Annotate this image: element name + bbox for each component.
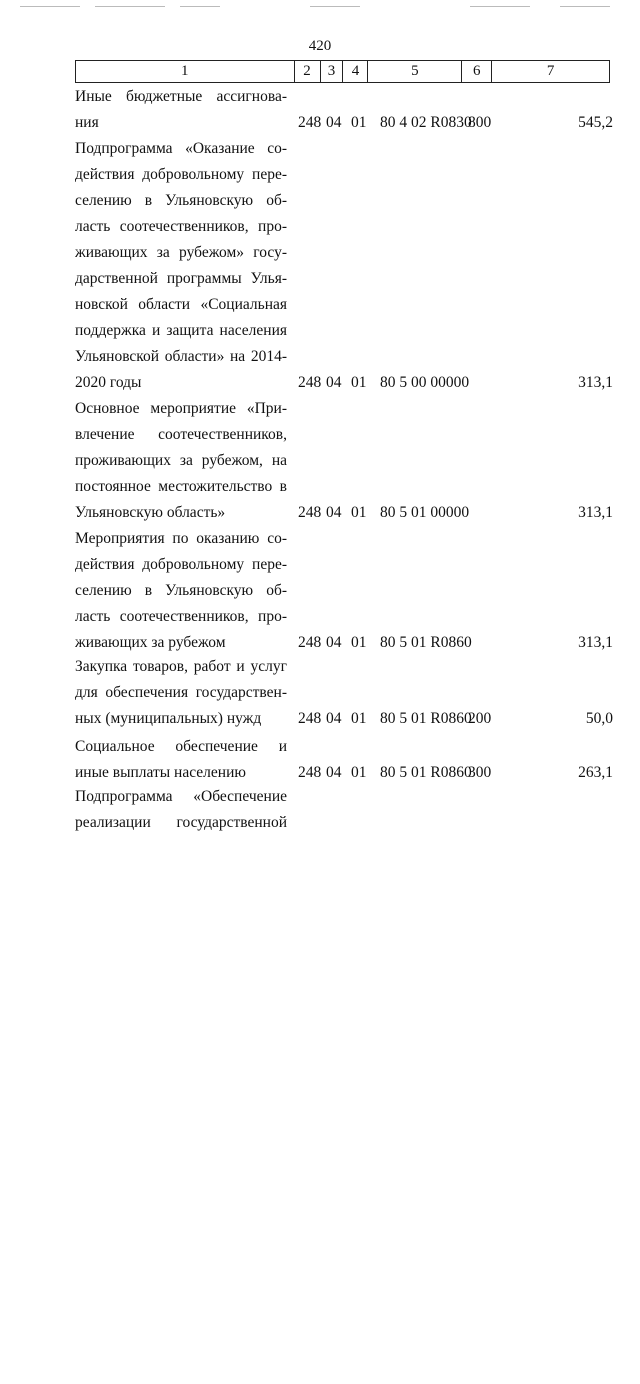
cell-col-3: 04 [326,374,342,391]
description-line: селению в Ульяновскую об- [75,192,287,209]
cell-col-3: 04 [326,710,342,727]
cell-col-3: 04 [326,114,342,131]
description-line: Ульяновскую область» [75,504,226,521]
cell-col-2: 248 [298,764,322,781]
cell-col-3: 04 [326,504,342,521]
cell-col-5: 80 5 00 00000 [380,374,470,391]
row-description [75,396,287,526]
row-description [75,136,287,396]
header-col-3: 3 [320,61,343,83]
header-col-2: 2 [294,61,320,83]
description-line: Закупка товаров, работ и услуг [75,658,287,675]
cell-col-4: 01 [351,764,367,781]
description-line: Основное мероприятие «При- [75,400,287,417]
cell-col-3: 04 [326,764,342,781]
header-col-4: 4 [343,61,368,83]
description-line: Иные бюджетные ассигнова- [75,88,287,105]
cell-col-7: 263,1 [578,764,613,781]
description-line: живающих за рубежом» госу- [75,244,287,261]
description-line: действия добровольному пере- [75,166,287,183]
description-line: реализации государственной [75,814,287,831]
row-description [75,654,287,732]
description-line: поддержка и защита населения [75,322,287,339]
description-line: ных (муниципальных) нужд [75,710,262,727]
row-description [75,84,287,136]
description-line: дарственной программы Улья- [75,270,287,287]
row-description [75,734,287,786]
cell-col-5: 80 5 01 R0860 [380,764,472,781]
cell-col-2: 248 [298,374,322,391]
description-line: действия добровольному пере- [75,556,287,573]
cell-col-7: 545,2 [578,114,613,131]
description-line: ния [75,114,99,131]
description-line: 2020 годы [75,374,142,391]
description-line: живающих за рубежом [75,634,226,651]
description-line: Мероприятия по оказанию со- [75,530,287,547]
cell-col-3: 04 [326,634,342,651]
cell-col-7: 313,1 [578,634,613,651]
header-col-6: 6 [462,61,492,83]
description-line: Социальное обеспечение и [75,738,287,755]
cell-col-7: 313,1 [578,504,613,521]
cell-col-2: 248 [298,504,322,521]
cell-col-6: 800 [468,114,492,131]
header-col-7: 7 [492,61,610,83]
description-line: проживающих за рубежом, на [75,452,287,469]
cell-col-4: 01 [351,114,367,131]
cell-col-6: 200 [468,710,492,727]
cell-col-7: 313,1 [578,374,613,391]
header-col-1: 1 [76,61,295,83]
cell-col-2: 248 [298,710,322,727]
cell-col-5: 80 5 01 00000 [380,504,470,521]
cell-col-4: 01 [351,374,367,391]
description-line: Ульяновской области» на 2014- [75,348,287,365]
cell-col-7: 50,0 [585,710,613,727]
description-line: Подпрограмма «Обеспечение [75,788,287,805]
cell-col-5: 80 5 01 R0860 [380,710,472,727]
cell-col-4: 01 [351,504,367,521]
description-line: новской области «Социальная [75,296,287,313]
cell-col-2: 248 [298,634,322,651]
cell-col-4: 01 [351,710,367,727]
page-number: 420 [308,38,332,54]
cell-col-6: 300 [468,764,492,781]
description-line: постоянное местожительство в [75,478,287,495]
row-description [75,784,287,836]
table-row [75,784,613,1384]
cell-col-4: 01 [351,634,367,651]
description-line: влечение соотечественников, [75,426,287,443]
scan-artifact-top [0,0,640,12]
column-header-table [75,60,610,83]
cell-col-5: 80 4 02 R0830 [380,114,472,131]
header-col-5: 5 [368,61,462,83]
description-line: ласть соотечественников, про- [75,218,287,235]
description-line: Подпрограмма «Оказание со- [75,140,287,157]
row-description [75,526,287,656]
description-line: ласть соотечественников, про- [75,608,287,625]
cell-col-2: 248 [298,114,322,131]
description-line: для обеспечения государствен- [75,684,287,701]
description-line: иные выплаты населению [75,764,246,781]
description-line: селению в Ульяновскую об- [75,582,287,599]
cell-col-5: 80 5 01 R0860 [380,634,472,651]
